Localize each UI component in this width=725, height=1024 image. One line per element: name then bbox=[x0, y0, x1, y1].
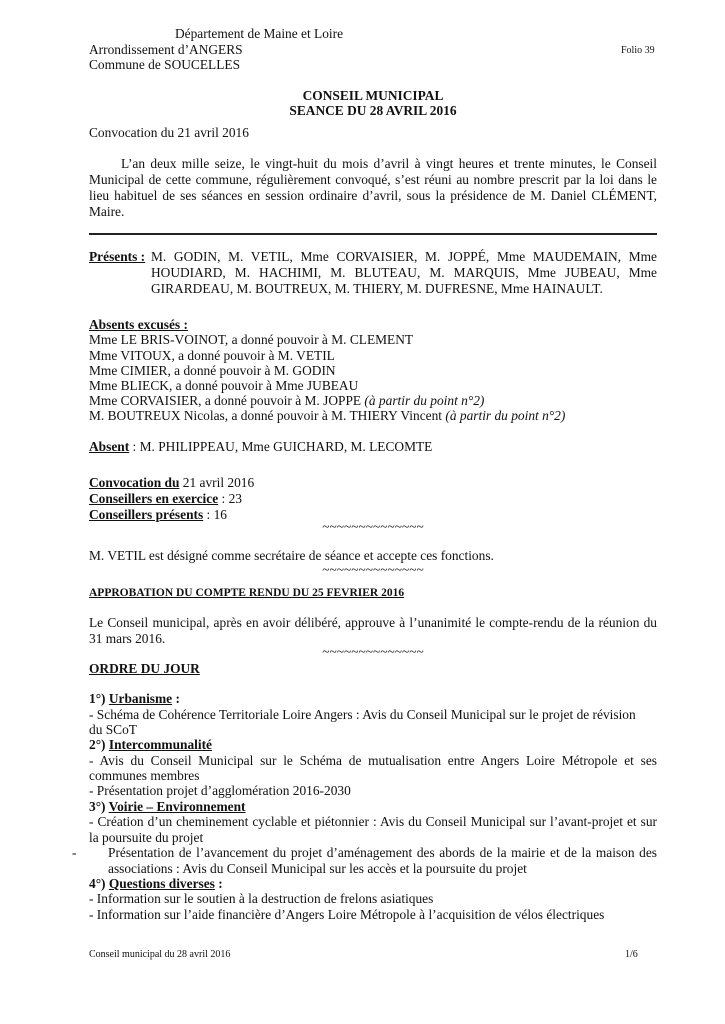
page-number: 1/6 bbox=[625, 949, 638, 960]
absent-line: Absent : M. PHILIPPEAU, Mme GUICHARD, M. LECOMTE bbox=[89, 439, 433, 454]
absent-excuse-item: Mme LE BRIS-VOINOT, a donné pouvoir à M. CLEMENT bbox=[89, 332, 414, 347]
absent-excuse-item: Mme VITOUX, a donné pouvoir à M. VETIL bbox=[89, 348, 335, 363]
secretaire-line: M. VETIL est désigné comme secrétaire de séance et accepte ces fonctions. bbox=[89, 548, 494, 563]
footer-left: Conseil municipal du 28 avril 2016 bbox=[89, 949, 231, 960]
document-title: CONSEIL MUNICIPAL bbox=[302, 88, 444, 103]
horizontal-rule bbox=[89, 233, 657, 235]
separator: ~~~~~~~~~~~~~~ bbox=[322, 562, 424, 577]
intro-line-1: L’an deux mille seize, le vingt-huit du mois d’avril à vingt heures et trente minutes, le Conseil bbox=[121, 156, 657, 171]
separator: ~~~~~~~~~~~~~~ bbox=[322, 519, 424, 534]
absent-excuse-item: M. BOUTREUX Nicolas, a donné pouvoir à M. THIERY Vincent (à partir du point n°2) bbox=[89, 408, 566, 423]
convocation-intro: Convocation du 21 avril 2016 bbox=[89, 125, 249, 140]
section-3-item-line-2: la poursuite du projet bbox=[89, 830, 204, 845]
ordre-heading: ORDRE DU JOUR bbox=[89, 661, 200, 676]
header-arrondissement: Arrondissement d’ANGERS bbox=[89, 42, 243, 57]
stat-convocation: Convocation du 21 avril 2016 bbox=[89, 475, 255, 490]
presents-label: Présents : bbox=[89, 249, 146, 264]
header-commune: Commune de SOUCELLES bbox=[89, 57, 241, 72]
intro-line-3: lieu habituel de ses séances en session ordinaire d’avril, sous la présidence de M. Daniel CLÉMENT, bbox=[89, 188, 657, 203]
absent-excuse-item: Mme CORVAISIER, a donné pouvoir à M. JOPPE (à partir du point n°2) bbox=[89, 393, 485, 408]
presents-line-1: M. GODIN, M. VETIL, Mme CORVAISIER, M. JOPPÉ, Mme MAUDEMAIN, Mme bbox=[151, 249, 657, 264]
section-4-item-b: - Information sur l’aide financière d’Angers Loire Métropole à l’acquisition de vélos électriques bbox=[89, 907, 605, 922]
section-2-title: 2°) Intercommunalité bbox=[89, 737, 213, 752]
separator: ~~~~~~~~~~~~~~ bbox=[322, 644, 424, 659]
section-4-title: 4°) Questions diverses : bbox=[89, 876, 223, 891]
section-2-item-line-1: - Avis du Conseil Municipal sur le Schéma de mutualisation entre Angers Loire Métropole et ses bbox=[89, 753, 657, 768]
absents-excuses-label: Absents excusés : bbox=[89, 317, 188, 332]
document-subtitle: SEANCE DU 28 AVRIL 2016 bbox=[289, 103, 457, 118]
intro-line-2: Municipal de cette commune, régulièrement convoqué, s’est réuni au nombre prescrit par la loi dans le bbox=[89, 172, 657, 187]
section-2-item-b: - Présentation projet d’agglomération 2016-2030 bbox=[89, 783, 351, 798]
section-3-dash: - bbox=[72, 845, 77, 860]
section-2-item-line-2: communes membres bbox=[89, 768, 200, 783]
section-1-item-line-1: - Schéma de Cohérence Territoriale Loire Angers : Avis du Conseil Municipal sur le projet de révision bbox=[89, 707, 636, 722]
header-department: Département de Maine et Loire bbox=[175, 26, 344, 41]
approbation-line-2: 31 mars 2016. bbox=[89, 631, 166, 646]
section-1-item-line-2: du SCoT bbox=[89, 722, 137, 737]
section-3-item-line-1: - Création d’un cheminement cyclable et piétonnier : Avis du Conseil Municipal sur l’avant-projet et sur bbox=[89, 814, 657, 829]
intro-line-4: Maire. bbox=[89, 204, 125, 219]
section-3-item-b-line-1: Présentation de l’avancement du projet d’aménagement des abords de la mairie et de la maison des bbox=[108, 845, 657, 860]
presents-line-3: GIRARDEAU, M. BOUTREUX, M. THIERY, M. DUFRESNE, Mme HAINAULT. bbox=[151, 281, 603, 296]
section-3-title: 3°) Voirie – Environnement bbox=[89, 799, 246, 814]
approbation-heading: APPROBATION DU COMPTE RENDU DU 25 FEVRIER 2016 bbox=[89, 587, 405, 599]
section-1-title: 1°) Urbanisme : bbox=[89, 691, 180, 706]
folio-number: Folio 39 bbox=[621, 45, 655, 56]
approbation-line-1: Le Conseil municipal, après en avoir délibéré, approuve à l’unanimité le compte-rendu de la réunion du bbox=[89, 615, 657, 630]
stat-presents: Conseillers présents : 16 bbox=[89, 507, 227, 522]
presents-line-2: HOUDIARD, M. HACHIMI, M. BLUTEAU, M. MARQUIS, Mme JUBEAU, Mme bbox=[151, 265, 657, 280]
absent-excuse-item: Mme CIMIER, a donné pouvoir à M. GODIN bbox=[89, 363, 336, 378]
stat-exercice: Conseillers en exercice : 23 bbox=[89, 491, 242, 506]
absent-excuse-item: Mme BLIECK, a donné pouvoir à Mme JUBEAU bbox=[89, 378, 359, 393]
section-4-item-a: - Information sur le soutien à la destruction de frelons asiatiques bbox=[89, 891, 434, 906]
section-3-item-b-line-2: associations : Avis du Conseil Municipal sur les accès et la poursuite du projet bbox=[108, 861, 527, 876]
